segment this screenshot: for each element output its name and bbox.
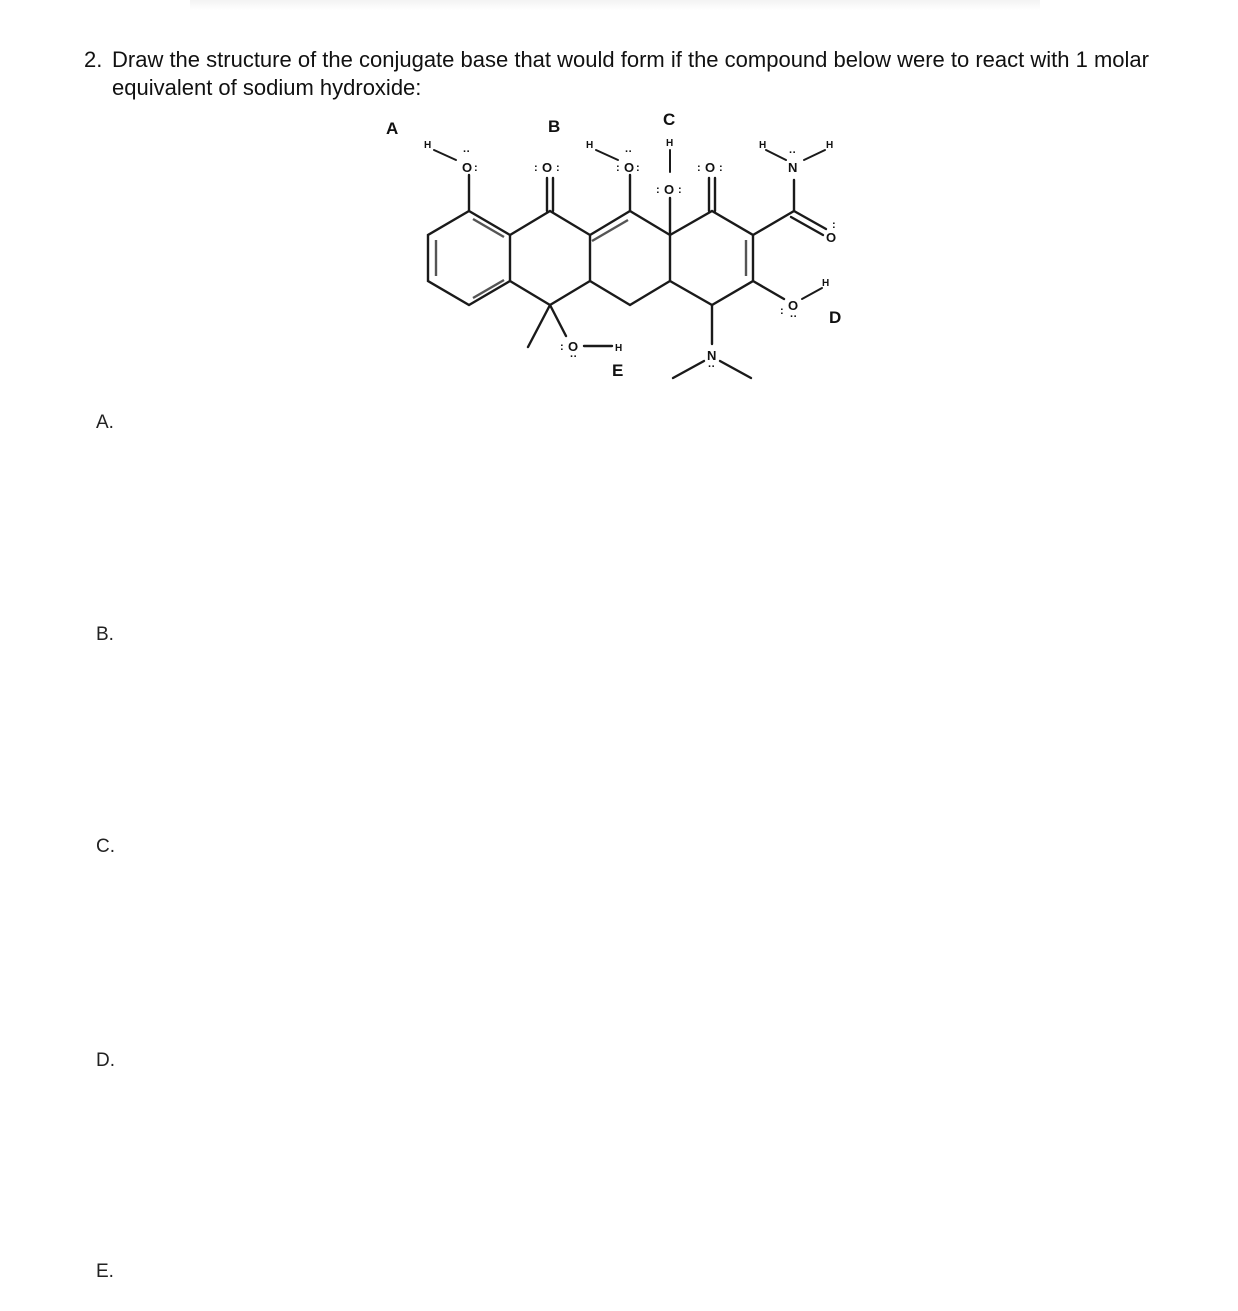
atom-o-b: O: [542, 160, 553, 175]
lone-pair-dots: :: [678, 184, 682, 196]
lone-pair-dots: :: [560, 341, 564, 353]
answer-label-e: E.: [96, 1261, 114, 1282]
atom-n-amide: N: [788, 160, 798, 175]
answer-label-b: B.: [96, 624, 114, 645]
atom-o-c: O: [664, 182, 675, 197]
lone-pair-dots: ··: [570, 351, 578, 363]
atom-o-enol: O: [624, 160, 635, 175]
lone-pair-dots: :: [636, 162, 640, 174]
atom-h-amide-2: H: [826, 140, 834, 151]
lone-pair-dots: ··: [790, 311, 798, 323]
lone-pair-dots: :: [832, 219, 836, 231]
lone-pair-dots: :: [556, 162, 560, 174]
site-label-d: D: [829, 308, 842, 327]
site-label-c: C: [663, 110, 676, 129]
atom-o-amide: O: [826, 230, 837, 245]
site-label-a: A: [386, 119, 399, 138]
atom-h-e: H: [615, 343, 623, 354]
lone-pair-dots: :: [719, 162, 723, 174]
atom-o-e: O: [568, 339, 579, 354]
answer-space-d[interactable]: [140, 1078, 1140, 1258]
atom-o-a: O: [462, 160, 473, 175]
atom-o-d: O: [788, 298, 799, 313]
lone-pair-dots: ··: [463, 146, 471, 158]
atom-h-enol: H: [586, 140, 594, 151]
lone-pair-dots: :: [474, 162, 478, 174]
lone-pair-dots: :: [697, 162, 701, 174]
scan-edge-artifact: [190, 0, 1040, 10]
answer-space-b[interactable]: [140, 652, 1140, 832]
lone-pair-dots: :: [656, 184, 660, 196]
lone-pair-dots: ··: [625, 146, 633, 158]
atom-h-amide-1: H: [759, 140, 767, 151]
answer-space-c[interactable]: [140, 864, 1140, 1044]
answer-label-d: D.: [96, 1050, 115, 1071]
lone-pair-dots: :: [534, 162, 538, 174]
atom-h-d: H: [822, 278, 830, 289]
atom-h-c: H: [666, 138, 674, 149]
molecule-structure: [370, 108, 870, 390]
answer-label-c: C.: [96, 836, 115, 857]
answer-label-a: A.: [96, 412, 114, 433]
atom-o-ketone: O: [705, 160, 716, 175]
question-number: 2.: [84, 47, 103, 72]
lone-pair-dots: ··: [789, 147, 797, 159]
substituent-bonds: [434, 150, 826, 378]
question-text: Draw the structure of the conjugate base that would form if the compound below were to react with 1 molar equivalent of sodium hydroxide:: [112, 47, 1149, 100]
ring-bonds: [428, 211, 753, 305]
atom-h-a: H: [424, 140, 432, 151]
question: [84, 46, 1164, 102]
answer-space-a[interactable]: [140, 440, 1140, 620]
site-label-e: E: [612, 361, 624, 380]
lone-pair-dots: ··: [708, 361, 716, 373]
site-label-b: B: [548, 117, 561, 136]
lone-pair-dots: :: [780, 305, 784, 317]
atom-n-amine: N: [707, 348, 717, 363]
lone-pair-dots: :: [616, 162, 620, 174]
